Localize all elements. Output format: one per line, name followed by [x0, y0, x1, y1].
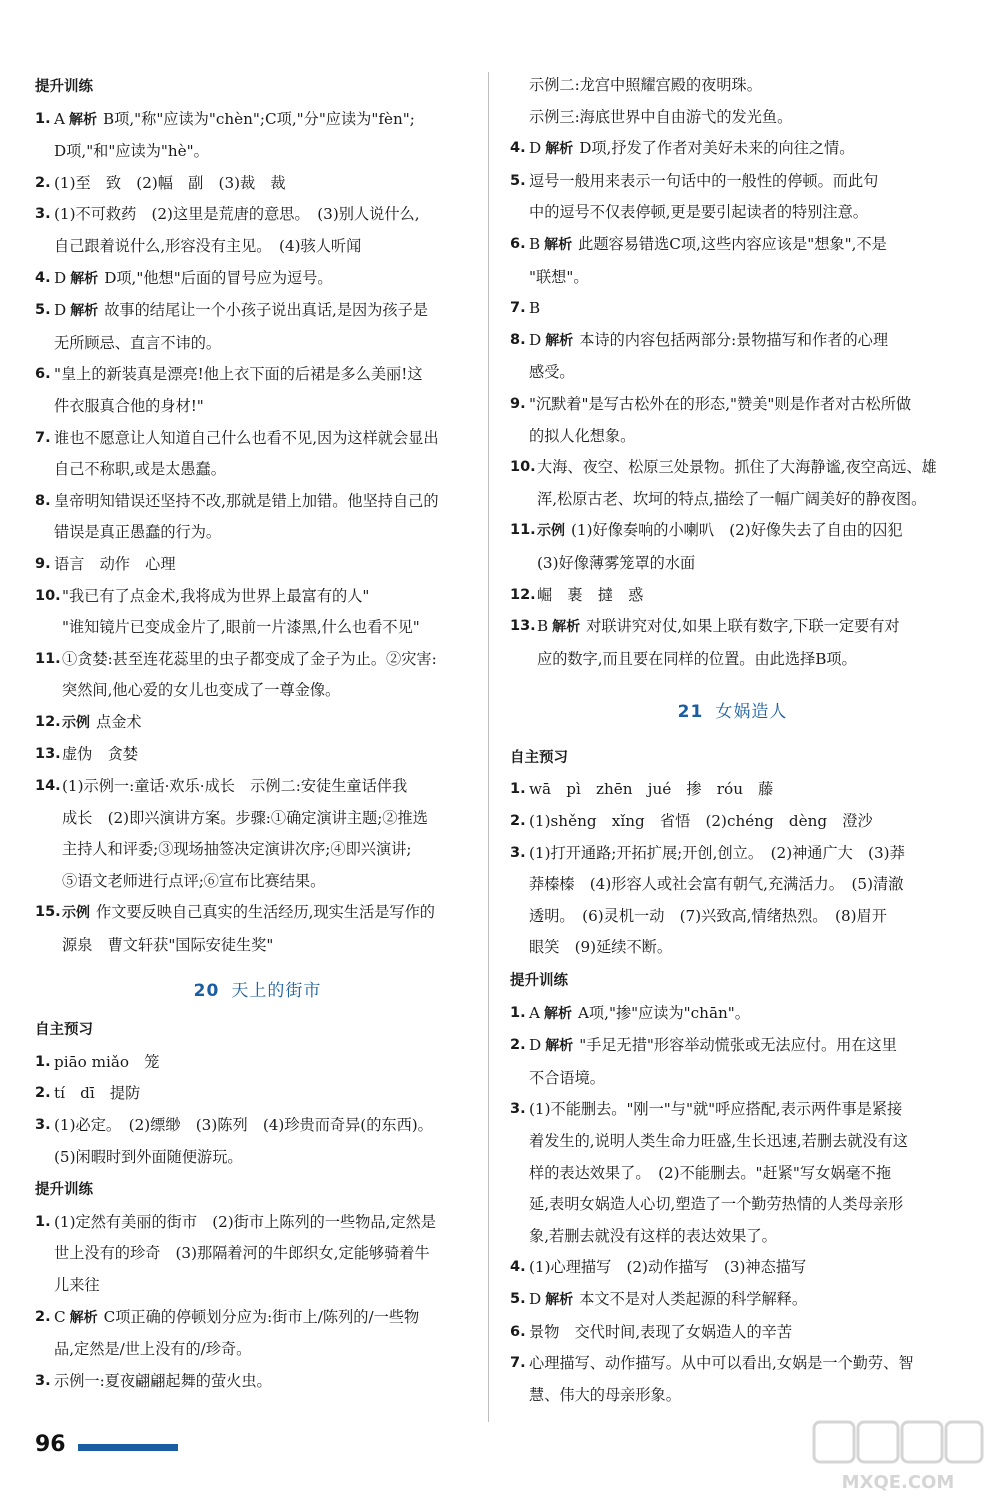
answer-item — [35, 739, 480, 771]
answer-choice: B — [537, 617, 549, 636]
answer-item — [510, 133, 955, 166]
answer-continuation: 的拟人化想象。 — [529, 426, 636, 445]
answer-item — [510, 580, 955, 612]
page-number: 96 — [35, 1432, 66, 1457]
answer-text: (1)不可救药 (2)这里是荒唐的意思。 (3)别人说什么, — [54, 205, 420, 224]
answer-continuation: 突然间,他心爱的女儿也变成了一尊金像。 — [62, 681, 341, 700]
answer-text: tí dī 提防 — [54, 1084, 141, 1103]
item-number: 2. — [510, 813, 526, 830]
item-number: 3. — [35, 1117, 51, 1133]
item-number: 14. — [35, 778, 61, 795]
lesson-number: 21 — [677, 702, 704, 723]
lesson-title — [510, 697, 955, 729]
answer-continuation: 示例三:海底世界中自由游弋的发光鱼。 — [529, 107, 793, 126]
answer-text: 心理描写、动作描写。从中可以看出,女娲是一个勤劳、智 — [529, 1354, 914, 1373]
answer-continuation: 世上没有的珍奇 (3)那隔着河的牛郎织女,定能够骑着牛 — [54, 1244, 430, 1263]
answer-body: D项,"他想"后面的冒号应为逗号。 — [104, 268, 333, 287]
answer-item — [35, 359, 480, 391]
watermark-text: MXQE.COM — [841, 1472, 955, 1493]
answer-continuation: ⑤语文老师进行点评;⑥宣布比赛结果。 — [62, 871, 326, 890]
answer-choice: D — [54, 268, 67, 287]
answer-text: (1)打开通路;开拓扩展;开创,创立。 (2)神通广大 (3)莽 — [529, 843, 905, 862]
answer-continuation: 无所顾忌、直言不讳的。 — [54, 333, 222, 352]
answer-continuation: 慧、伟大的母亲形象。 — [529, 1385, 681, 1404]
answer-item — [510, 1348, 955, 1380]
answer-item — [35, 1302, 480, 1335]
item-number: 2. — [35, 1085, 51, 1102]
item-number: 3. — [510, 844, 526, 861]
item-number: 10. — [35, 587, 61, 604]
answer-continuation: "联想"。 — [529, 267, 589, 286]
answer-choice: D — [529, 330, 542, 349]
answer-item — [35, 1110, 480, 1142]
answer-item — [510, 1030, 955, 1063]
answer-text: 崛 裹 撻 惑 — [537, 585, 644, 604]
answer-continuation: 品,定然是/世上没有的/珍奇。 — [54, 1340, 252, 1359]
item-number: 7. — [510, 1355, 526, 1372]
answer-item — [35, 1207, 480, 1239]
item-number: 8. — [510, 331, 526, 348]
answer-continuation: D项,"和"应读为"hè"。 — [54, 142, 209, 161]
answer-item — [510, 1094, 955, 1126]
answer-item — [510, 229, 955, 262]
answer-continuation: 源泉 曹文轩获"国际安徒生奖" — [62, 936, 274, 955]
answer-body: (1)好像奏响的小喇叭 (2)好像失去了自由的囚犯 — [571, 521, 903, 540]
answer-text — [537, 515, 955, 548]
answer-item — [510, 998, 955, 1031]
answer-text — [54, 295, 480, 328]
analysis-label: 解析 — [69, 1309, 98, 1326]
answer-text: "沉默着"是写古松外在的形态,"赞美"则是作者对古松所做 — [529, 394, 912, 413]
answer-body: 对联讲究对仗,如果上联有数字,下联一定要有对 — [586, 617, 900, 636]
lesson-name: 天上的街市 — [231, 980, 322, 1001]
item-number: 1. — [35, 1053, 51, 1070]
item-number: 5. — [35, 302, 51, 319]
answer-text: B — [529, 299, 541, 318]
answer-continuation: 自己跟着说什么,形容没有主见。 (4)骇人听闻 — [54, 236, 362, 255]
answer-item — [510, 611, 955, 644]
answer-item — [35, 1078, 480, 1110]
item-number: 15. — [35, 904, 61, 921]
answer-item — [510, 293, 955, 325]
item-number: 2. — [510, 1037, 526, 1054]
item-number: 7. — [510, 300, 526, 317]
answer-continuation: 不合语境。 — [529, 1068, 605, 1087]
answer-continuation: "谁知镜片已变成金片了,眼前一片漆黑,什么也看不见" — [62, 618, 420, 637]
item-number: 13. — [35, 746, 61, 763]
answer-continuation: 中的逗号不仅表停顿,更是要引起读者的特别注意。 — [529, 203, 868, 222]
item-number: 6. — [510, 235, 526, 252]
answer-continuation: (3)好像薄雾笼罩的水面 — [537, 553, 696, 572]
answer-text: 景物 交代时间,表现了女娲造人的辛苦 — [529, 1322, 793, 1341]
answer-body: 本文不是对人类起源的科学解释。 — [579, 1289, 807, 1308]
answer-text — [537, 611, 955, 644]
item-number: 8. — [35, 492, 51, 509]
analysis-label: 解析 — [544, 236, 573, 253]
answer-item — [35, 295, 480, 328]
section-heading: 提升训练 — [35, 1182, 93, 1199]
analysis-label: 解析 — [545, 141, 574, 158]
answer-continuation: 透明。 (6)灵机一动 (7)兴致高,情绪热烈。 (8)眉开 — [529, 906, 887, 925]
item-number: 1. — [35, 110, 51, 127]
column-divider — [488, 72, 489, 1422]
answer-continuation: 应的数字,而且要在同样的位置。由此选择B项。 — [537, 649, 857, 668]
answer-text — [62, 707, 480, 740]
item-number: 12. — [510, 586, 536, 603]
analysis-label: 解析 — [70, 270, 99, 287]
answer-text: ①贪婪:甚至连花蕊里的虫子都变成了金子为止。②灾害: — [62, 649, 437, 668]
analysis-label: 解析 — [543, 1005, 572, 1022]
lesson-name: 女娲造人 — [715, 702, 788, 723]
answer-text: 虚伪 贪婪 — [62, 745, 138, 764]
answer-item — [510, 1317, 955, 1349]
answer-item — [510, 1284, 955, 1317]
answer-body: 故事的结尾让一个小孩子说出真话,是因为孩子是 — [104, 301, 428, 320]
answer-item — [510, 166, 955, 198]
answer-item — [510, 515, 955, 548]
answer-body: C项正确的停顿划分应为:街市上/陈列的/一些物 — [103, 1307, 420, 1326]
answer-text — [54, 263, 480, 296]
answer-text: (1)shěng xǐng 省悟 (2)chéng dèng 澄沙 — [529, 812, 873, 831]
item-number: 2. — [35, 1308, 51, 1325]
item-number: 11. — [35, 650, 61, 667]
answer-continuation: 着发生的,说明人类生命力旺盛,生长迅速,若删去就没有这 — [529, 1132, 908, 1150]
item-number: 7. — [35, 429, 51, 446]
answer-item — [35, 707, 480, 740]
answer-continuation: 样的表达效果了。 (2)不能删去。"赶紧"写女娲毫不拖 — [529, 1163, 892, 1182]
answer-item — [510, 389, 955, 421]
answer-choice: A — [54, 109, 65, 128]
answer-body: B项,"称"应读为"chèn";C项,"分"应读为"fèn"; — [102, 109, 415, 128]
answer-text: 谁也不愿意让人知道自己什么也看不见,因为这样就会显出 — [54, 428, 439, 447]
answer-item — [35, 104, 480, 137]
answer-text — [529, 133, 955, 166]
answer-continuation: 成长 (2)即兴演讲方案。步骤:①确定演讲主题;②推选 — [62, 808, 428, 827]
answer-item — [35, 168, 480, 200]
answer-continuation: 延,表明女娲造人心切,塑造了一个勤劳热情的人类母亲形 — [529, 1195, 904, 1214]
item-number: 1. — [510, 781, 526, 798]
answer-item — [35, 771, 480, 803]
analysis-label: 解析 — [545, 1038, 574, 1055]
answer-text: (1)示例一:童话·欢乐·成长 示例二:安徒生童话伴我 — [62, 777, 408, 796]
answer-body: 本诗的内容包括两部分:景物描写和作者的心理 — [579, 330, 889, 349]
answer-continuation: 示例二:龙宫中照耀宫殿的夜明珠。 — [529, 76, 762, 94]
answer-continuation: 错误是真正愚蠢的行为。 — [54, 523, 222, 542]
answer-item — [35, 1366, 480, 1398]
answer-text: piāo miǎo 笼 — [54, 1052, 160, 1071]
answer-item — [35, 897, 480, 930]
answer-continuation: 莽榛榛 (4)形容人或社会富有朝气,充满活力。 (5)清澈 — [529, 875, 904, 894]
answer-item — [510, 325, 955, 358]
answer-continuation: 自己不称职,或是太愚蠢。 — [54, 460, 226, 479]
item-number: 4. — [35, 269, 51, 286]
page-number-bar — [78, 1444, 178, 1451]
answer-text — [529, 229, 955, 262]
answer-item — [35, 199, 480, 231]
answer-item — [35, 423, 480, 455]
answer-text: 示例一:夏夜翩翩起舞的萤火虫。 — [54, 1371, 272, 1390]
answer-choice: C — [54, 1307, 66, 1326]
answer-body: A项,"掺"应读为"chān"。 — [577, 1003, 750, 1022]
section-heading: 自主预习 — [510, 749, 568, 766]
answer-item — [35, 581, 480, 613]
answer-choice: D — [529, 139, 542, 158]
answer-text — [529, 998, 955, 1031]
item-number: 3. — [35, 206, 51, 223]
answer-text: 语言 动作 心理 — [54, 554, 176, 573]
item-number: 5. — [510, 1290, 526, 1307]
item-number: 9. — [510, 395, 526, 412]
answer-text — [62, 897, 480, 930]
answer-continuation: 浑,松原古老、坎坷的特点,描绘了一幅广阔美好的静夜图。 — [537, 489, 927, 508]
answer-body: 点金术 — [96, 712, 142, 731]
section-heading: 提升训练 — [510, 973, 568, 990]
answer-text — [54, 1302, 480, 1335]
answer-text: wā pì zhēn jué 掺 róu 藤 — [529, 780, 774, 799]
answer-item — [35, 1047, 480, 1079]
watermark-logo — [810, 1418, 985, 1494]
item-number: 9. — [35, 555, 51, 572]
answer-continuation: 感受。 — [529, 363, 575, 382]
item-number: 12. — [35, 713, 61, 730]
analysis-label: 解析 — [552, 619, 581, 636]
answer-body: 作文要反映自己真实的生活经历,现实生活是写作的 — [96, 903, 435, 922]
answer-item — [35, 263, 480, 296]
analysis-label: 解析 — [545, 1291, 574, 1308]
answer-text — [529, 1030, 955, 1063]
answer-body: "手足无措"形容举动慌张或无法应付。用在这里 — [579, 1036, 897, 1055]
answer-continuation: 件衣服真合他的身材!" — [54, 396, 204, 415]
answer-item — [510, 1252, 955, 1284]
lesson-number: 20 — [193, 980, 220, 1001]
analysis-label: 解析 — [68, 111, 97, 128]
section-heading: 提升训练 — [35, 79, 93, 95]
answer-item — [35, 486, 480, 518]
answer-continuation: 儿来往 — [54, 1275, 100, 1294]
item-number: 4. — [510, 1259, 526, 1276]
item-number: 13. — [510, 618, 536, 635]
example-label: 示例 — [62, 905, 90, 922]
item-number: 1. — [510, 1004, 526, 1021]
answer-continuation: 主持人和评委;③现场抽签决定演讲次序;④即兴演讲; — [62, 840, 412, 859]
answer-text: "我已有了点金术,我将成为世界上最富有的人" — [62, 586, 370, 605]
answer-text: "皇上的新装真是漂亮!他上衣下面的后裙是多么美丽!这 — [54, 365, 423, 384]
section-heading: 自主预习 — [35, 1022, 93, 1039]
item-number: 10. — [510, 459, 536, 476]
item-number: 2. — [35, 174, 51, 191]
answer-item — [510, 774, 955, 806]
answer-item — [510, 806, 955, 838]
answer-choice: D — [529, 1289, 542, 1308]
answer-text: 皇帝明知错误还坚持不改,那就是错上加错。他坚持自己的 — [54, 491, 439, 510]
answer-text: (1)至 致 (2)幅 副 (3)裁 裁 — [54, 173, 286, 192]
answer-choice: B — [529, 234, 541, 253]
answer-body: D项,抒发了作者对美好未来的向往之情。 — [579, 139, 855, 158]
answer-choice: D — [54, 301, 67, 320]
analysis-label: 解析 — [545, 332, 574, 349]
answer-text: 大海、夜空、松原三处景物。抓住了大海静谧,夜空高远、雄 — [537, 458, 937, 477]
answer-text — [529, 325, 955, 358]
item-number: 3. — [35, 1372, 51, 1389]
answer-text: (1)定然有美丽的街市 (2)街市上陈列的一些物品,定然是 — [54, 1212, 436, 1231]
answer-text: (1)心理描写 (2)动作描写 (3)神态描写 — [529, 1258, 807, 1277]
answer-body: 此题容易错选C项,这些内容应该是"想象",不是 — [578, 234, 887, 253]
item-number: 4. — [510, 140, 526, 157]
answer-continuation: 眼笑 (9)延续不断。 — [529, 938, 673, 957]
right-column — [510, 70, 955, 1411]
answer-item — [35, 644, 480, 676]
left-column — [35, 70, 480, 1397]
example-label: 示例 — [62, 714, 90, 731]
lesson-title — [35, 976, 480, 1008]
item-number: 3. — [510, 1101, 526, 1118]
answer-text — [54, 104, 480, 137]
analysis-label: 解析 — [70, 303, 99, 320]
item-number: 6. — [35, 366, 51, 383]
item-number: 11. — [510, 522, 536, 539]
answer-item — [510, 452, 955, 484]
item-number: 5. — [510, 172, 526, 189]
item-number: 1. — [35, 1213, 51, 1230]
item-number: 6. — [510, 1323, 526, 1340]
answer-choice: D — [529, 1036, 542, 1055]
answer-text: (1)必定。 (2)缥缈 (3)陈列 (4)珍贵而奇异(的东西)。 — [54, 1116, 433, 1134]
answer-text — [529, 1284, 955, 1317]
answer-continuation: 象,若删去就没有这样的表达效果了。 — [529, 1226, 777, 1245]
answer-text: (1)不能删去。"刚一"与"就"呼应搭配,表示两件事是紧接 — [529, 1100, 903, 1119]
answer-text: 逗号一般用来表示一句话中的一般性的停顿。而此句 — [529, 171, 879, 190]
example-label: 示例 — [537, 523, 565, 540]
answer-choice: A — [529, 1003, 540, 1022]
answer-item — [35, 549, 480, 581]
answer-item — [510, 838, 955, 870]
answer-continuation: (5)闲暇时到外面随便游玩。 — [54, 1147, 243, 1166]
